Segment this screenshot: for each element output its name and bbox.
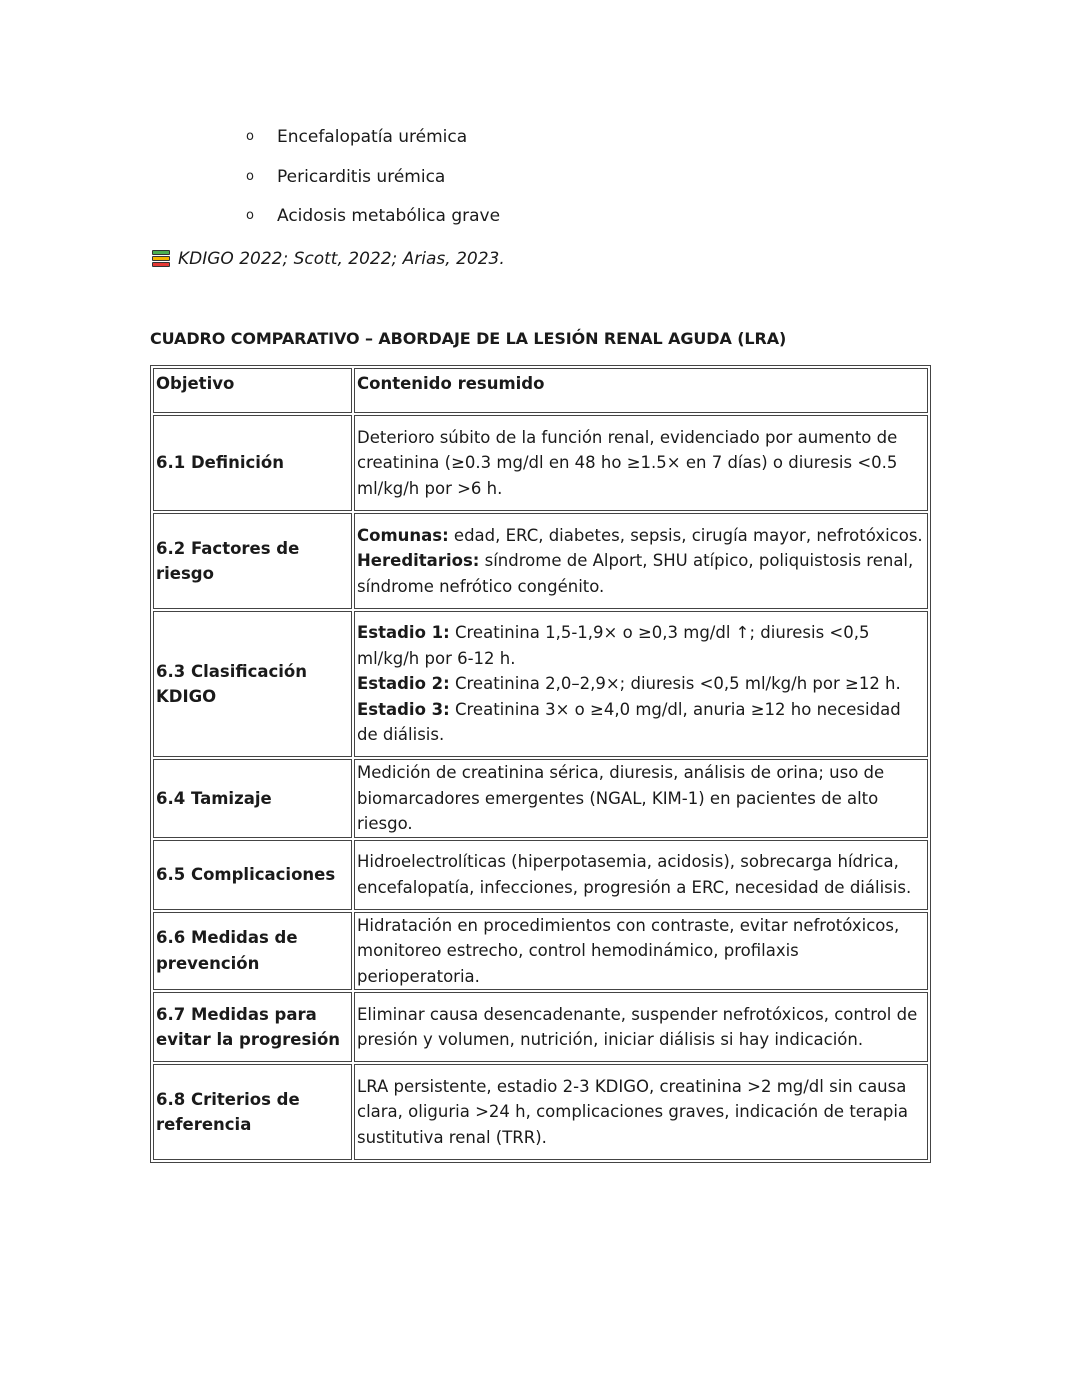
content-text: Creatinina 1,5-1,9× o ≥0,3 mg/dl ↑; diuresis <0,5 ml/kg/h por 6-12 h.: [357, 623, 870, 668]
table-row: [153, 415, 928, 511]
content-text: edad, ERC, diabetes, sepsis, cirugía mayor, nefrotóxicos.: [448, 525, 923, 545]
content-label: Estadio 1:: [357, 623, 450, 643]
row-objective: 6.3 Clasificación KDIGO: [153, 611, 352, 757]
bullet-marker: o: [246, 168, 254, 184]
row-objective: 6.7 Medidas para evitar la progresión: [153, 992, 352, 1062]
table-row: [153, 611, 928, 757]
row-content: Hidratación en procedimientos con contraste, evitar nefrotóxicos, monitoreo estrecho, control hemodinámico, profilaxis perioperatoria.: [354, 912, 928, 991]
table-row: [153, 840, 928, 910]
books-icon: [151, 249, 171, 269]
row-objective: 6.4 Tamizaje: [153, 759, 352, 838]
row-content: Deterioro súbito de la función renal, evidenciado por aumento de creatinina (≥0.3 mg/dl en 48 ho ≥1.5× en 7 días) o diuresis <0.5 ml/kg/h por >6 h.: [354, 415, 928, 511]
row-content: Medición de creatinina sérica, diuresis, análisis de orina; uso de biomarcadores emergentes (NGAL, KIM-1) en pacientes de alto riesgo.: [354, 759, 928, 838]
row-objective: 6.5 Complicaciones: [153, 840, 352, 910]
row-objective: 6.6 Medidas de prevención: [153, 912, 352, 991]
content-label: Estadio 2:: [357, 674, 450, 694]
content-label: Estadio 3:: [357, 699, 450, 719]
row-content: LRA persistente, estadio 2-3 KDIGO, creatinina >2 mg/dl sin causa clara, oliguria >24 h, complicaciones graves, indicación de terapia sustitutiva renal (TRR).: [354, 1064, 928, 1160]
list-item: [246, 166, 500, 206]
list-item-text: Pericarditis urémica: [277, 166, 446, 187]
section-title: CUADRO COMPARATIVO – ABORDAJE DE LA LESIÓN RENAL AGUDA (LRA): [150, 329, 787, 348]
row-content: [354, 611, 928, 757]
content-text: Creatinina 3× o ≥4,0 mg/dl, anuria ≥12 ho necesidad de diálisis.: [357, 699, 901, 745]
list-item-text: Acidosis metabólica grave: [277, 206, 501, 226]
comparison-table: [150, 365, 931, 1163]
table-header-row: [153, 368, 928, 413]
table-row: [153, 992, 928, 1062]
table-row: [153, 912, 928, 991]
bullet-marker: o: [246, 129, 254, 144]
row-objective: 6.1 Definición: [153, 415, 352, 511]
row-content: Eliminar causa desencadenante, suspender nefrotóxicos, control de presión y volumen, nutrición, iniciar diálisis si hay indicación.: [354, 992, 928, 1062]
reference-line: [151, 248, 505, 270]
row-content: [354, 513, 928, 609]
table-row: [153, 513, 928, 609]
header-objetivo: Objetivo: [153, 368, 352, 413]
row-objective: 6.8 Criterios de referencia: [153, 1064, 352, 1160]
complications-bullet-list: [246, 126, 500, 245]
bullet-marker: o: [246, 208, 254, 223]
content-text: Creatinina 2,0–2,9×; diuresis <0,5 ml/kg/h por ≥12 h.: [449, 674, 901, 694]
header-contenido: Contenido resumido: [354, 368, 928, 413]
list-item: [246, 205, 500, 245]
list-item: [246, 126, 500, 166]
table-row: [153, 1064, 928, 1160]
list-item-text: Encefalopatía urémica: [277, 127, 468, 147]
row-objective: 6.2 Factores de riesgo: [153, 513, 352, 609]
reference-text: KDIGO 2022; Scott, 2022; Arias, 2023.: [178, 249, 505, 269]
content-text: síndrome de Alport, SHU atípico, poliquistosis renal, síndrome nefrótico congénito.: [357, 551, 914, 596]
content-label: Comunas:: [357, 525, 449, 545]
row-content: Hidroelectrolíticas (hiperpotasemia, acidosis), sobrecarga hídrica, encefalopatía, infecciones, progresión a ERC, necesidad de diálisis.: [354, 840, 928, 910]
table-row: [153, 759, 928, 838]
content-label: Hereditarios:: [357, 551, 480, 571]
